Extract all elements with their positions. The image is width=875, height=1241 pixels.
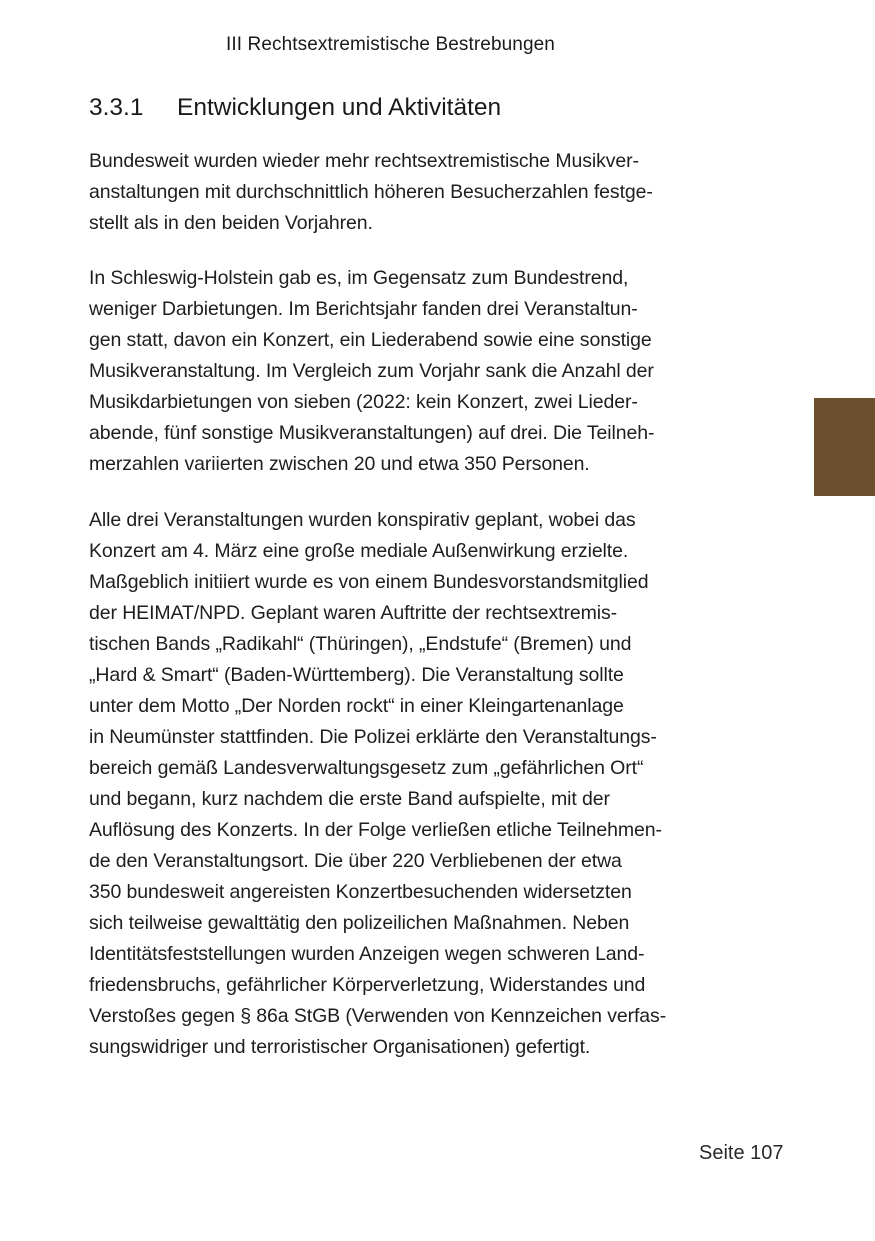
page-number: Seite 107 (699, 1142, 784, 1164)
text-line: weniger Darbietungen. Im Berichtsjahr fanden drei Veranstaltun- (89, 298, 638, 320)
text-line: tischen Bands „Radikahl“ (Thüringen), „Endstufe“ (Bremen) und (89, 633, 632, 655)
text-line: abende, fünf sonstige Musikveranstaltungen) auf drei. Die Teilneh- (89, 422, 655, 444)
chapter-tab-marker (814, 398, 875, 496)
paragraph-2 (89, 263, 729, 480)
text-line: sungswidriger und terroristischer Organisationen) gefertigt. (89, 1036, 591, 1058)
text-line: Maßgeblich initiiert wurde es von einem Bundesvorstandsmitglied (89, 571, 649, 593)
text-line: stellt als in den beiden Vorjahren. (89, 212, 373, 234)
text-line: unter dem Motto „Der Norden rockt“ in einer Kleingartenanlage (89, 695, 624, 717)
text-line: Alle drei Veranstaltungen wurden konspirativ geplant, wobei das (89, 509, 636, 531)
section-number: 3.3.1 (89, 94, 144, 121)
section-heading (89, 94, 501, 122)
text-line: Musikveranstaltung. Im Vergleich zum Vorjahr sank die Anzahl der (89, 360, 654, 382)
text-line: Auflösung des Konzerts. In der Folge verließen etliche Teilnehmen- (89, 819, 662, 841)
text-line: friedensbruchs, gefährlicher Körperverletzung, Widerstandes und (89, 974, 646, 996)
text-line: gen statt, davon ein Konzert, ein Liederabend sowie eine sonstige (89, 329, 652, 351)
text-line: anstaltungen mit durchschnittlich höheren Besucherzahlen festge- (89, 181, 653, 203)
text-line: sich teilweise gewalttätig den polizeilichen Maßnahmen. Neben (89, 912, 630, 934)
paragraph-1 (89, 146, 729, 239)
text-line: der HEIMAT/NPD. Geplant waren Auftritte der rechtsextremis- (89, 602, 617, 624)
text-line: In Schleswig-Holstein gab es, im Gegensatz zum Bundestrend, (89, 267, 629, 289)
paragraph-3 (89, 505, 729, 1063)
running-header: III Rechtsextremistische Bestrebungen (226, 34, 555, 55)
text-line: in Neumünster stattfinden. Die Polizei erklärte den Veranstaltungs- (89, 726, 657, 748)
text-line: und begann, kurz nachdem die erste Band aufspielte, mit der (89, 788, 610, 810)
text-line: Identitätsfeststellungen wurden Anzeigen wegen schweren Land- (89, 943, 645, 965)
text-line: Musikdarbietungen von sieben (2022: kein Konzert, zwei Lieder- (89, 391, 638, 413)
section-title: Entwicklungen und Aktivitäten (177, 94, 502, 121)
text-line: „Hard & Smart“ (Baden-Württemberg). Die Veranstaltung sollte (89, 664, 624, 686)
text-line: Konzert am 4. März eine große mediale Außenwirkung erzielte. (89, 540, 629, 562)
text-line: bereich gemäß Landesverwaltungsgesetz zum „gefährlichen Ort“ (89, 757, 644, 779)
text-line: Verstoßes gegen § 86a StGB (Verwenden von Kennzeichen verfas- (89, 1005, 667, 1027)
text-line: merzahlen variierten zwischen 20 und etwa 350 Personen. (89, 453, 590, 475)
text-line: de den Veranstaltungsort. Die über 220 Verbliebenen der etwa (89, 850, 622, 872)
text-line: 350 bundesweit angereisten Konzertbesuchenden widersetzten (89, 881, 632, 903)
text-line: Bundesweit wurden wieder mehr rechtsextremistische Musikver- (89, 150, 639, 172)
